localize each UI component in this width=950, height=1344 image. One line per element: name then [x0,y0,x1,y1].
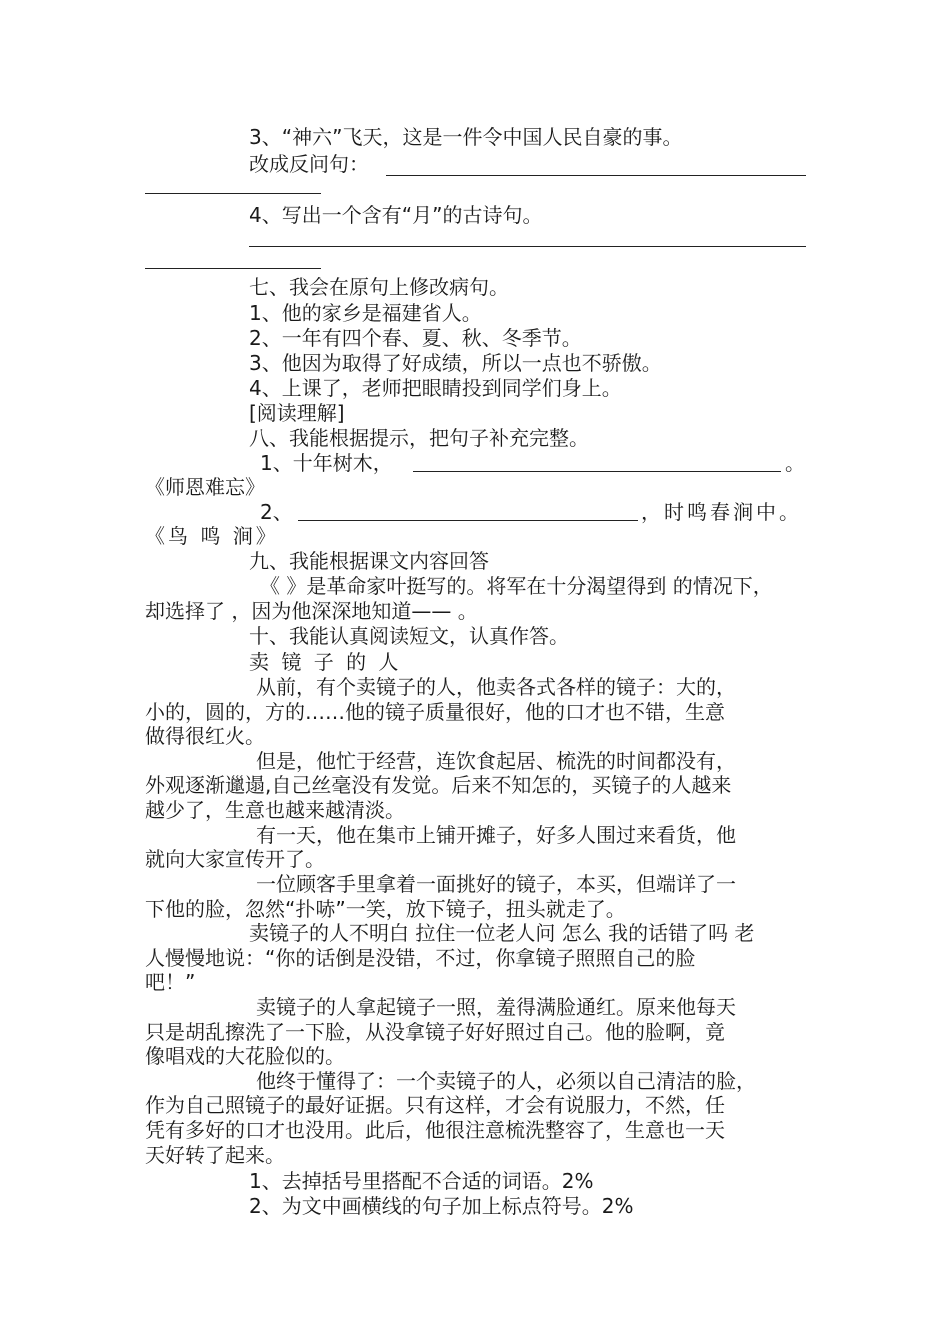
question-3-prompt: 改成反问句： [249,152,369,176]
section-7-title: 七、我会在原句上修改病句。 [249,275,509,299]
paragraph-7-line-3: 凭有多好的口才也没用。此后，他很注意梳洗整容了，生意也一天 [145,1118,725,1142]
paragraph-5-line-1: 卖镜子的人不明白 拉住一位老人问 怎么 我的话错了吗 老 [249,921,755,945]
paragraph-4-line-1: 一位顾客手里拿着一面挑好的镜子，本买，但端详了一 [256,872,736,896]
source-8-2: 《鸟 鸣 涧》 [145,524,279,548]
sentence-7-2: 2、一年有四个春、夏、秋、冬季节。 [249,326,582,350]
section-9-title: 九、我能根据课文内容回答 [249,549,489,573]
paragraph-2-line-1: 但是，他忙于经营，连饮食起居、梳洗的时间都没有， [256,749,736,773]
answer-line[interactable] [386,175,806,176]
paragraph-6-line-2: 只是胡乱擦洗了一下脸，从没拿镜子好好照过自己。他的脸啊，竟 [145,1020,725,1044]
paragraph-7-line-2: 作为自己照镜子的最好证据。只有这样，才会有说服力，不然，任 [145,1093,725,1117]
sentence-7-4: 4、上课了，老师把眼睛投到同学们身上。 [249,376,622,400]
paragraph-4-line-2: 下他的脸，忽然“扑哧”一笑，放下镜子，扭头就走了。 [145,897,626,921]
answer-line[interactable] [413,471,781,472]
fill-8-2-suffix: ，时鸣春涧中。 [641,500,802,524]
task-1: 1、去掉括号里搭配不合适的词语。2% [249,1169,594,1193]
task-2: 2、为文中画横线的句子加上标点符号。2% [249,1194,634,1218]
reading-heading: [阅读理解] [249,401,345,425]
sentence-7-3: 3、他因为取得了好成绩，所以一点也不骄傲。 [249,351,662,375]
paragraph-5-line-2: 人慢慢地说：“你的话倒是没错，不过，你拿镜子照照自己的脸 [145,946,696,970]
paragraph-1-line-3: 做得很红火。 [145,724,265,748]
paragraph-1-line-2: 小的，圆的，方的……他的镜子质量很好，他的口才也不错，生意 [145,700,725,724]
paragraph-3-line-2: 就向大家宣传开了。 [145,847,325,871]
sentence-7-1: 1、他的家乡是福建省人。 [249,301,482,325]
answer-line[interactable] [145,268,321,269]
paragraph-2-line-2: 外观逐渐邋遢,自己丝毫没有发觉。后来不知怎的，买镜子的人越来 [145,773,732,797]
answer-line[interactable] [249,246,806,247]
paragraph-5-line-3: 吧！” [145,970,196,994]
question-3: 3、“神六”飞天，这是一件令中国人民自豪的事。 [249,125,683,149]
paragraph-6-line-1: 卖镜子的人拿起镜子一照，羞得满脸通红。原来他每天 [256,995,736,1019]
paragraph-2-line-3: 越少了，生意也越来越清淡。 [145,798,405,822]
paragraph-1-line-1: 从前，有个卖镜子的人，他卖各式各样的镜子：大的， [256,675,736,699]
fill-8-2-prefix: 2、 [260,500,293,524]
fill-8-1-prefix: 1、十年树木， [260,451,393,475]
fill-8-1-suffix: 。 [785,451,805,475]
section-10-title: 十、我能认真阅读短文，认真作答。 [249,624,569,648]
section-9-line-1: 《 》是革命家叶挺写的。将军在十分渴望得到 的情况下， [260,574,773,598]
paragraph-7-line-1: 他终于懂得了：一个卖镜子的人，必须以自己清洁的脸， [256,1069,756,1093]
answer-line[interactable] [298,520,638,521]
paragraph-7-line-4: 天好转了起来。 [145,1143,285,1167]
paragraph-6-line-3: 像唱戏的大花脸似的。 [145,1044,345,1068]
story-title: 卖 镜 子 的 人 [249,650,402,674]
paragraph-3-line-1: 有一天，他在集市上铺开摊子，好多人围过来看货，他 [256,823,736,847]
section-8-title: 八、我能根据提示，把句子补充完整。 [249,426,589,450]
question-4: 4、写出一个含有“月”的古诗句。 [249,203,543,227]
section-9-line-2: 却选择了 ，因为他深深地知道—— 。 [145,599,478,623]
source-8-1: 《师恩难忘》 [145,475,265,499]
answer-line[interactable] [145,193,321,194]
